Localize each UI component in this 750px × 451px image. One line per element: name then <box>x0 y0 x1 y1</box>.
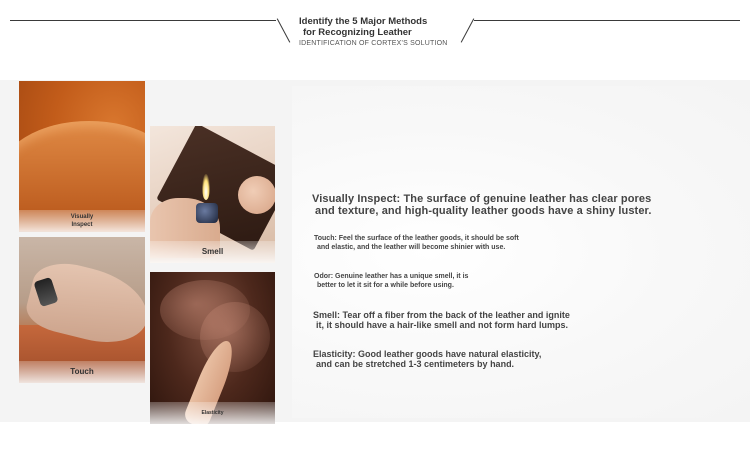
lighter-image <box>196 203 218 223</box>
method-line: Smell: Tear off a fiber from the back of the leather and ignite <box>313 310 570 320</box>
method-elasticity <box>313 349 663 369</box>
flame-image <box>202 174 210 200</box>
method-line: Visually Inspect: The surface of genuine leather has clear pores <box>312 193 652 205</box>
visual-inspect-caption-line2: Inspect <box>71 222 93 228</box>
elasticity-caption: Elasticity <box>150 402 275 424</box>
method-line: it, it should have a hair-like smell and not form hard lumps. <box>316 320 569 330</box>
method-line: and can be stretched 1-3 centimeters by hand. <box>316 359 515 369</box>
touch-caption: Touch <box>19 361 145 383</box>
method-odor <box>314 272 654 290</box>
visual-inspect-caption <box>19 210 145 232</box>
header-title-line1: Identify the 5 Major Methods <box>299 16 428 27</box>
header-rule-left <box>10 20 276 21</box>
method-line: Elasticity: Good leather goods have natural elasticity, <box>313 349 542 359</box>
method-line: Touch: Feel the surface of the leather goods, it should be soft <box>314 235 519 242</box>
header-slant-left <box>277 18 291 42</box>
method-visual-inspect <box>312 193 722 217</box>
method-line: better to let it sit for a while before using. <box>317 282 454 289</box>
thumb-image <box>238 176 275 214</box>
header-subtitle: IDENTIFICATION OF CORTEX'S SOLUTION <box>299 40 448 47</box>
smell-caption: Smell <box>150 241 275 263</box>
method-smell <box>313 310 663 330</box>
method-line: and texture, and high-quality leather goods have a shiny luster. <box>315 205 652 217</box>
header-title-line2: for Recognizing Leather <box>303 27 412 38</box>
visual-inspect-caption-line1: Visually <box>70 214 94 220</box>
touch-photo <box>19 237 145 383</box>
visual-inspect-photo <box>19 81 145 232</box>
elasticity-photo <box>150 272 275 424</box>
method-touch <box>314 234 654 252</box>
header-title <box>299 16 469 38</box>
header-rule-right <box>474 20 740 21</box>
method-line: and elastic, and the leather will become shinier with use. <box>317 244 506 251</box>
smell-photo <box>150 126 275 263</box>
method-line: Odor: Genuine leather has a unique smell, it is <box>314 273 469 280</box>
